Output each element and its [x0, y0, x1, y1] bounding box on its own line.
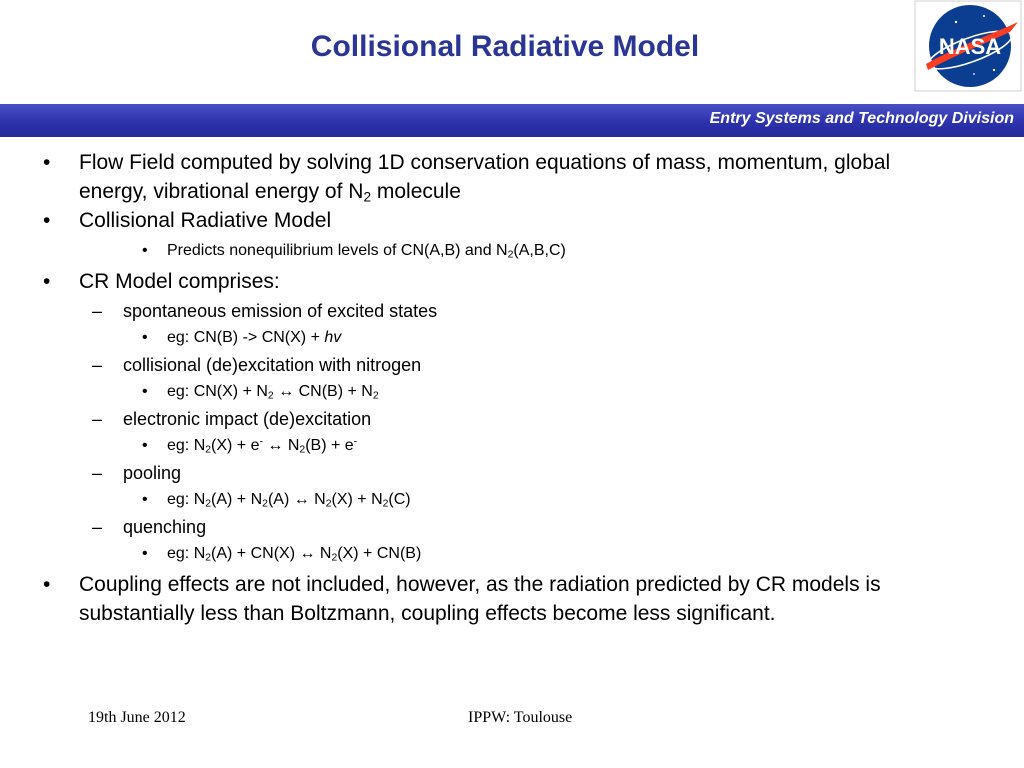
- dash-pooling: – pooling: [0, 460, 1024, 486]
- dash-marker: –: [92, 517, 103, 537]
- dash-marker: –: [92, 463, 103, 483]
- svg-text:NASA: NASA: [938, 34, 1002, 59]
- dash-quenching: – quenching: [0, 514, 1024, 540]
- bullet-cr-comprises: • CR Model comprises:: [0, 267, 1024, 296]
- dash-marker: –: [92, 355, 103, 375]
- bullet-marker: •: [43, 151, 51, 174]
- division-name: Entry Systems and Technology Division: [709, 110, 1014, 127]
- example-collisional-excitation: • eg: $CN(X) + N_2$ ↔ $CN(B) + N_2$: [0, 378, 1024, 406]
- footer-conference: IPPW: Toulouse: [468, 709, 573, 726]
- bullet-coupling-effects: • Coupling effects are not included, however, as the radiation predicted by CR models is substantially less than Boltzmann, coupling effects become less significant.: [0, 570, 1024, 628]
- nasa-logo: [914, 0, 1022, 92]
- bullet-cr-model: • Collisional Radiative Model: [0, 206, 1024, 235]
- bullet-marker: •: [142, 383, 148, 400]
- bullet-flow-field: • Flow Field computed by solving 1D conservation equations of mass, momentum, global energy, vibrational energy of $N_2$ molecule: [0, 148, 1024, 206]
- slide-content: [0, 148, 1024, 628]
- bullet-marker: •: [142, 329, 148, 346]
- dash-marker: –: [92, 409, 103, 429]
- dash-marker: –: [92, 301, 103, 321]
- bullet-marker: •: [142, 545, 148, 562]
- dash-collisional-excitation: – collisional (de)excitation with nitrogen: [0, 352, 1024, 378]
- bullet-marker: •: [43, 270, 51, 293]
- footer-date: 19th June 2012: [88, 709, 186, 726]
- example-electronic-impact: • eg: $N_2(X) + e^-$ ↔ $N_2(B) + e^-$: [0, 432, 1024, 460]
- example-quenching: • eg: $N_2(A) + CN(X)$ ↔ $N_2(X) + CN(B)$: [0, 540, 1024, 568]
- bullet-marker: •: [142, 437, 148, 454]
- bullet-marker: •: [142, 491, 148, 508]
- division-banner: [0, 104, 1024, 137]
- example-spontaneous-emission: • eg: CN(B) -> CN(X) + hv: [0, 324, 1024, 352]
- dash-electronic-impact: – electronic impact (de)excitation: [0, 406, 1024, 432]
- bullet-marker: •: [43, 573, 51, 596]
- sub-bullet-predicts: • Predicts nonequilibrium levels of CN(A,B) and $N_2(A,B,C)$: [0, 237, 1024, 265]
- dash-spontaneous-emission: – spontaneous emission of excited states: [0, 298, 1024, 324]
- slide-title: Collisional Radiative Model: [310, 30, 700, 63]
- example-pooling: • eg: $N_2(A) + N_2(A)$ ↔ $N_2(X) + N_2(C)$: [0, 486, 1024, 514]
- bullet-marker: •: [43, 209, 51, 232]
- bullet-marker: •: [142, 242, 148, 259]
